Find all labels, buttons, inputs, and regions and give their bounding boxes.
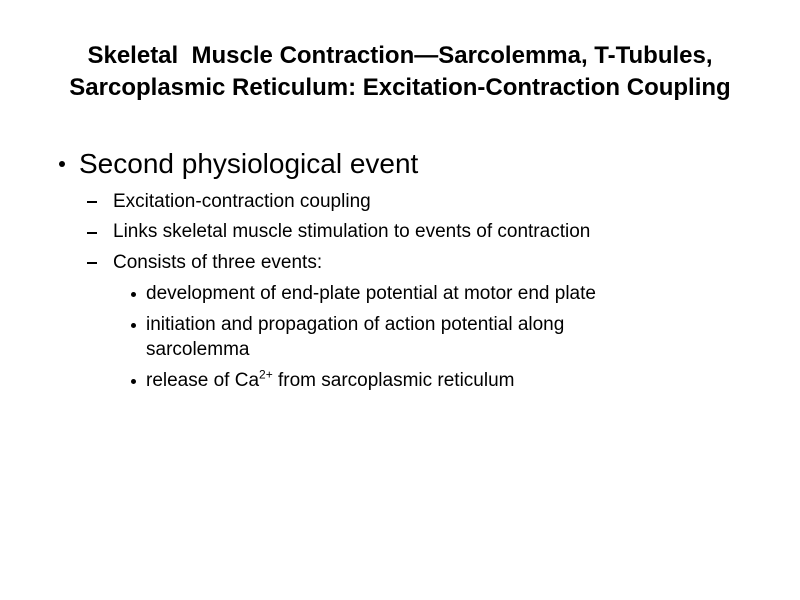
event-text-suffix: from sarcoplasmic reticulum <box>272 370 515 391</box>
event-text: initiation and propagation of action potential along <box>146 314 565 335</box>
title-line-2: Sarcoplasmic Reticulum: Excitation-Contraction Coupling <box>69 74 731 101</box>
dash-bullet-icon <box>87 201 97 203</box>
event-text <box>146 369 514 393</box>
sub-item-text: Links skeletal muscle stimulation to events of contraction <box>113 221 591 242</box>
bullet-dot-icon <box>59 161 65 167</box>
event-text-prefix: release of Ca <box>146 370 260 391</box>
dash-bullet-icon <box>87 232 97 234</box>
calcium-charge-superscript: 2+ <box>259 367 273 382</box>
bullet-dot-icon <box>131 292 136 297</box>
bullet-dot-icon <box>131 323 136 328</box>
bullet-dot-icon <box>131 379 136 384</box>
dash-bullet-icon <box>87 262 97 264</box>
slide-title <box>0 40 800 104</box>
sub-item-text: Excitation-contraction coupling <box>113 191 371 212</box>
event-text: development of end-plate potential at motor end plate <box>146 283 596 304</box>
main-bullet-text: Second physiological event <box>79 148 419 179</box>
sub-item-text: Consists of three events: <box>113 252 323 273</box>
title-line-1: Skeletal Muscle Contraction—Sarcolemma, T-Tubules, <box>87 42 713 69</box>
event-text-continued: sarcolemma <box>146 339 250 360</box>
